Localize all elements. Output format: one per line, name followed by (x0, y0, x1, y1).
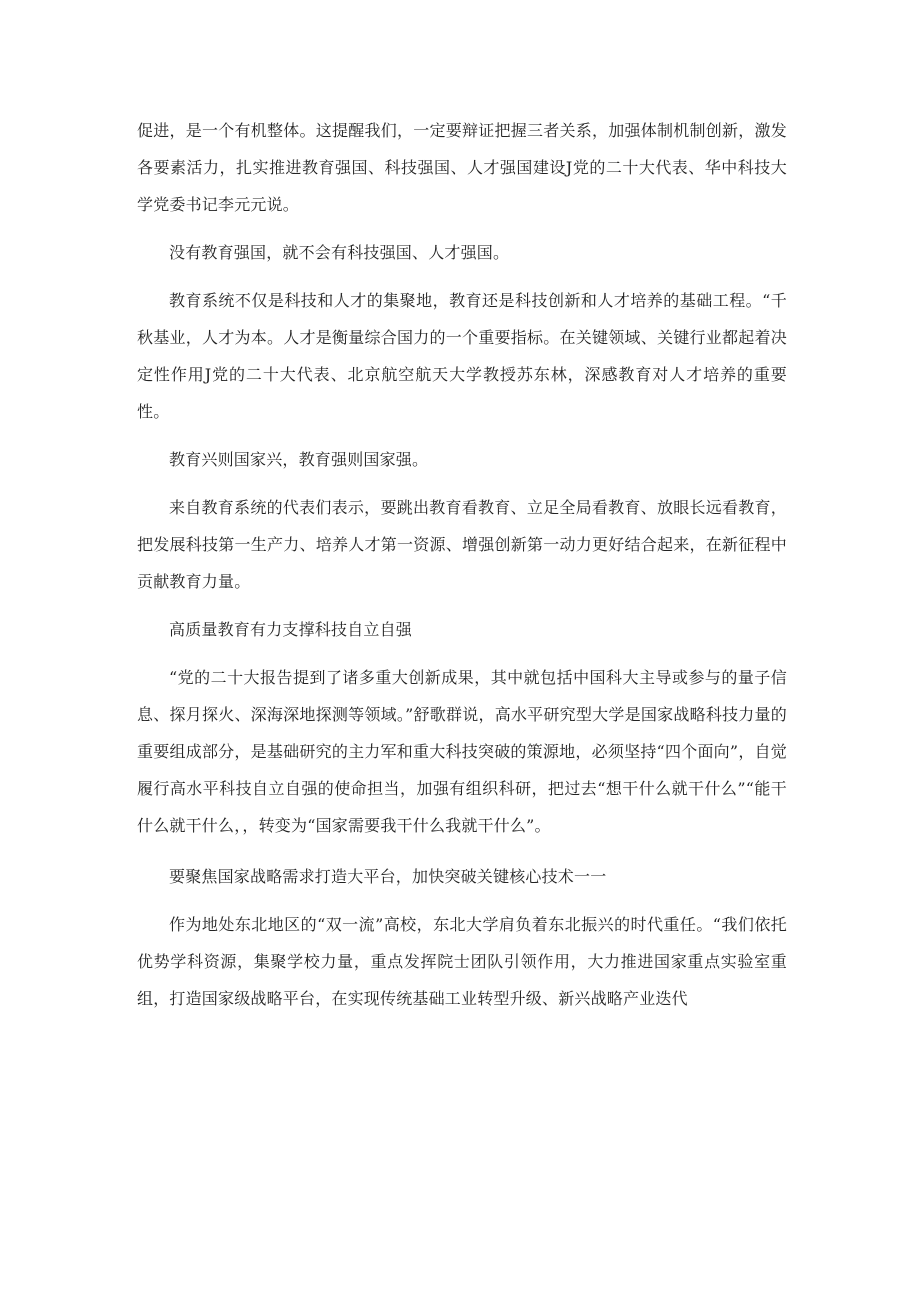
document-body (137, 112, 787, 1017)
paragraph-4: 教育兴则国家兴，教育强则国家强。 (169, 450, 429, 469)
paragraph-1: 促进，是一个有机整体。这提醒我们，一定要辩证把握三者关系，加强体制机制创新，激发各要素活力，扎实推进教育强国、科技强国、人才强国建设J党的二十大代表、华中科技大学党委书记李元元说。 (137, 121, 787, 214)
section-heading: 高质量教育有力支撑科技自立自强 (169, 620, 413, 639)
paragraph-6: “党的二十大报告提到了诸多重大创新成果，其中就包括中国科大主导或参与的量子信息、探月探火、深海深地探测等领域。”舒歌群说，高水平研究型大学是国家战略科技力量的重要组成部分，是基础研究的主力军和重大科技突破的策源地，必须坚持“四个面向”，自觉履行高水平科技自立自强的使命担当，加强有组织科研，把过去“想干什么就干什么”“能干什么就干什么，，转变为“国家需要我干什么我就干什么”。 (137, 668, 787, 835)
paragraph-3: 教育系统不仅是科技和人才的集聚地，教育还是科技创新和人才培养的基础工程。“千秋基业，人才为本。人才是衡量综合国力的一个重要指标。在关键领域、关键行业都起着决定性作用J党的二十大代表、北京航空航天大学教授苏东林，深感教育对人才培养的重要性。 (137, 291, 787, 421)
paragraph-7: 作为地处东北地区的“双一流”高校，东北大学肩负着东北振兴的时代重任。“我们依托优势学科资源，集聚学校力量，重点发挥院士团队引领作用，大力推进国家重点实验室重组，打造国家级战略平台，在实现传统基础工业转型升级、新兴战略产业迭代 (137, 915, 787, 1008)
paragraph-2: 没有教育强国，就不会有科技强国、人才强国。 (169, 243, 510, 262)
paragraph-5: 来自教育系统的代表们表示，要跳出教育看教育、立足全局看教育、放眼长远看教育，把发展科技第一生产力、培养人才第一资源、增强创新第一动力更好结合起来，在新征程中贡献教育力量。 (137, 498, 787, 591)
section-heading-2: 要聚焦国家战略需求打造大平台，加快突破关键核心技术一一 (169, 867, 607, 886)
